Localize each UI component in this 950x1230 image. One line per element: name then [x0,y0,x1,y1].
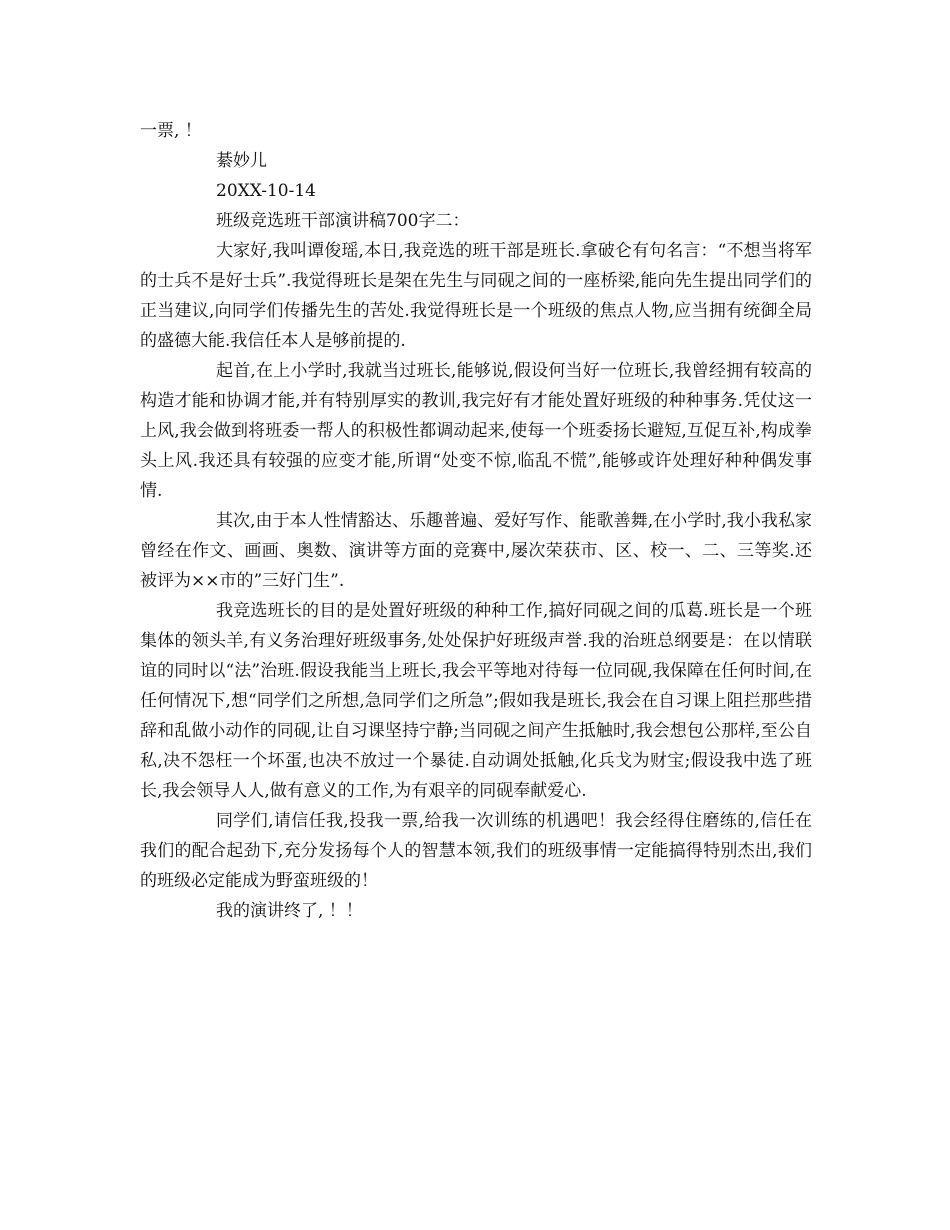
opening-line: 一票, ！ [140,121,202,141]
signature-date: 20XX-10-14 [216,181,316,201]
paragraph-intro: 大家好,我叫谭俊瑶,本日,我竞选的班干部是班长.拿破仑有句名言：“不想当将军的士兵不是好士兵”.我觉得班长是架在先生与同砚之间的一座桥梁,能向先生提出同学们的正当建议,向同学们传播先生的苦处.我觉得班长是一个班级的焦点人物,应当拥有统御全局的盛德大能.我信任本人是够前提的. [140,241,812,351]
paragraph-appeal: 同学们,请信任我,投我一票,给我一次训练的机遇吧！我会经得住磨练的,信任在我们的配合起劲下,充分发扬每个人的智慧本领,我们的班级事情一定能搞得特别杰出,我们的班级必定能成为野蛮班级的！ [140,811,812,891]
section-title: 班级竞选班干部演讲稿700字二： [216,211,470,231]
paragraph-second-point: 其次,由于本人性情豁达、乐趣普遍、爱好写作、能歌善舞,在小学时,我小我私家曾经在作文、画画、奥数、演讲等方面的竞赛中,屡次荣获市、区、校一、二、三等奖.还被评为××市的”三好门生”. [140,511,812,591]
paragraph-first-point: 起首,在上小学时,我就当过班长,能够说,假设何当好一位班长,我曾经拥有较高的构造才能和协调才能,并有特别厚实的教训,我完好有才能处置好班级的种种事务.凭仗这一上风,我会做到将班委一帮人的积极性都调动起来,使每一个班委扬长避短,互促互补,构成拳头上风.我还具有较强的应变才能,所谓“处变不惊,临乱不慌”,能够或许处理好种种偶发事情. [140,361,812,501]
closing-line: 我的演讲终了, ！！ [216,901,363,921]
paragraph-goals: 我竞选班长的目的是处置好班级的种种工作,搞好同砚之间的瓜葛.班长是一个班集体的领头羊,有义务治理好班级事务,处处保护好班级声誉.我的治班总纲要是：在以情联谊的同时以“法”治班.假设我能当上班长,我会平等地对待每一位同砚,我保障在任何时间,在任何情况下,想“同学们之所想,急同学们之所急”;假如我是班长,我会在自习课上阻拦那些措辞和乱做小动作的同砚,让自习课坚持宁静;当同砚之间产生抵触时,我会想包公那样,至公自私,决不怨枉一个坏蛋,也决不放过一个暴徒.自动调处抵触,化兵戈为财宝;假设我中选了班长,我会领导人人,做有意义的工作,为有艰辛的同砚奉献爱心. [140,601,812,801]
document-body [140,116,812,926]
signature-name: 綦妙儿 [216,151,267,171]
